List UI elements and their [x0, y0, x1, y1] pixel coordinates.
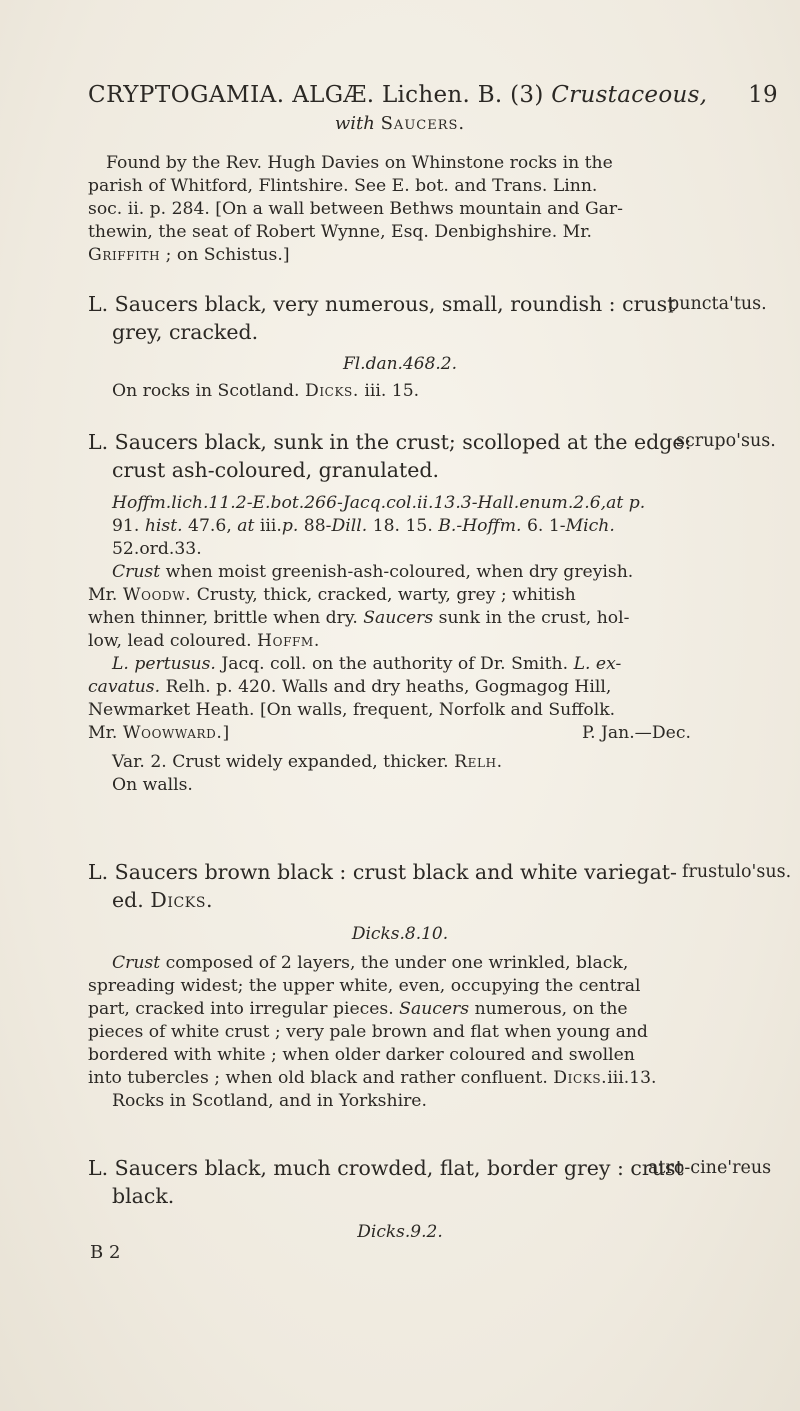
- header-class: CRYPTOGAMIA.: [88, 82, 285, 108]
- species-name: scrupo'sus.: [676, 431, 776, 451]
- page-number: 19: [748, 82, 778, 108]
- text: ; on Schistus.]: [165, 245, 290, 265]
- description-line: Crust when moist greenish-ash-coloured, when dry greyish.: [112, 562, 634, 582]
- reference: Dicks.8.10.: [351, 924, 449, 944]
- description-line: Crust composed of 2 layers, the under one wrinkled, black,: [112, 953, 629, 973]
- subheader-with: with: [334, 113, 375, 134]
- description-line: cavatus. Relh. p. 420. Walls and dry heaths, Gogmagog Hill,: [88, 677, 612, 697]
- text-line: soc. ii. p. 284. [On a wall between Bethws mountain and Gar-: [88, 199, 623, 219]
- variety-line: Var. 2. Crust widely expanded, thicker. Relh.: [112, 752, 503, 772]
- description-line: Mr. Woodw. Crusty, thick, cracked, warty, grey ; whitish: [88, 585, 576, 605]
- entry-description: crust ash-coloured, granulated.: [112, 458, 439, 482]
- text-line: [0, 244, 800, 267]
- running-subheader: [0, 113, 800, 134]
- entry-description: grey, cracked.: [112, 320, 259, 344]
- reference: Fl.dan.468.2.: [342, 354, 458, 374]
- flowering-time: P. Jan.—Dec.: [582, 723, 691, 743]
- description-line: part, cracked into irregular pieces. Saucers numerous, on the: [88, 999, 628, 1019]
- synonyms: 52.ord.33.: [112, 539, 202, 559]
- text: On rocks in Scotland.: [112, 381, 300, 401]
- entry-description: black.: [112, 1184, 175, 1208]
- description-line: spreading widest; the upper white, even, occupying the central: [88, 976, 641, 996]
- entry-frustulosus: [0, 858, 800, 1113]
- name-caps: Griffith: [88, 245, 161, 265]
- signature-mark: B 2: [90, 1242, 121, 1263]
- variety-line: On walls.: [112, 775, 193, 795]
- entry-description: L. Saucers brown black : crust black and white variegat-: [88, 860, 677, 884]
- header-group-italic: Crustaceous,: [551, 82, 708, 108]
- entry-description: L. Saucers black, very numerous, small, roundish : crust: [88, 292, 676, 316]
- species-name: puncta'tus.: [668, 294, 767, 314]
- description-line: low, lead coloured. Hoffm.: [88, 631, 320, 651]
- description-line: Rocks in Scotland, and in Yorkshire.: [112, 1091, 427, 1111]
- author-caps: Dicks.: [304, 381, 359, 401]
- description-line: L. pertusus. Jacq. coll. on the authority of Dr. Smith. L. ex-: [112, 654, 622, 674]
- description-line: bordered with white ; when older darker coloured and swollen: [88, 1045, 635, 1065]
- text-line: thewin, the seat of Robert Wynne, Esq. Denbighshire. Mr.: [88, 222, 593, 242]
- entry-description: L. Saucers black, sunk in the crust; scolloped at the edge:: [88, 430, 692, 454]
- header-order: ALGÆ.: [292, 82, 375, 108]
- synonyms: 91. hist. 47.6, at iii.p. 88-Dill. 18. 15. B.-Hoffm. 6. 1-Mich.: [112, 516, 615, 536]
- subheader-saucers: Saucers.: [380, 113, 466, 134]
- text: iii. 15.: [364, 381, 420, 401]
- species-name: atro-cine'reus: [648, 1158, 772, 1178]
- description-line: Mr. Woowward.] P. Jan.—Dec.: [88, 723, 691, 743]
- running-header: [88, 82, 778, 108]
- reference: Dicks.9.2.: [357, 1222, 443, 1242]
- description-line: pieces of white crust ; very pale brown and flat when young and: [88, 1022, 648, 1042]
- entry-description: L. Saucers black, much crowded, flat, border grey : crust: [88, 1156, 684, 1180]
- synonyms: Hoffm.lich.11.2-E.bot.266-Jacq.col.ii.13.3-Hall.enum.2.6,at p.: [112, 493, 646, 513]
- intro-paragraph: [0, 152, 800, 267]
- description-line: into tubercles ; when old black and rather confluent. Dicks.iii.13.: [88, 1068, 657, 1088]
- text-line: Found by the Rev. Hugh Davies on Whinstone rocks in the: [106, 153, 613, 173]
- text-line: parish of Whitford, Flintshire. See E. bot. and Trans. Linn.: [88, 176, 598, 196]
- header-group: Lichen. B. (3): [381, 82, 544, 108]
- entry-description: ed. Dicks.: [112, 888, 214, 912]
- description-line: Newmarket Heath. [On walls, frequent, Norfolk and Suffolk.: [88, 700, 616, 720]
- entry-scruposus: [0, 428, 800, 797]
- description-line: when thinner, brittle when dry. Saucers sunk in the crust, hol-: [88, 608, 630, 628]
- species-name: frustulo'sus.: [682, 862, 792, 882]
- habitat: [0, 380, 800, 403]
